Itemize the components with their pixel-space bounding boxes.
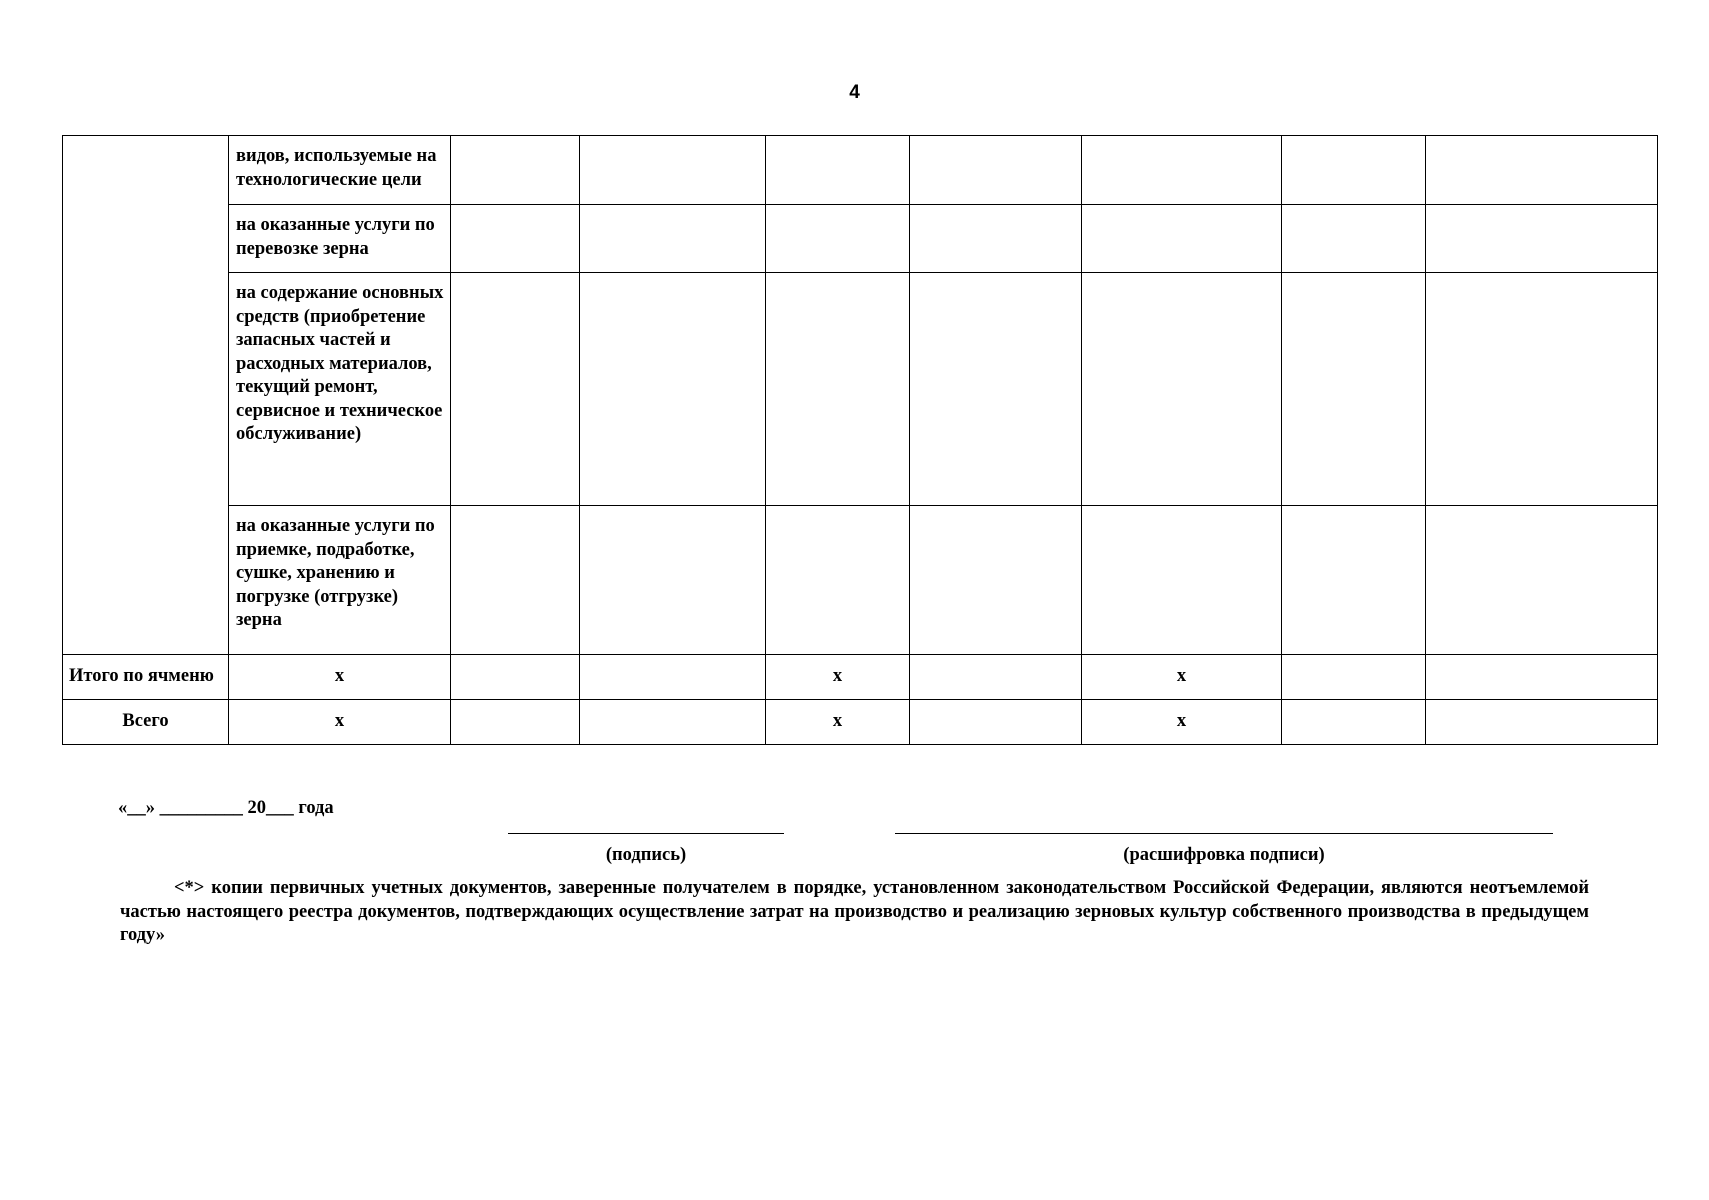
table-cell[interactable] — [766, 136, 910, 205]
row-label: видов, используемые на технологические цели — [229, 136, 451, 205]
table-cell[interactable] — [451, 273, 580, 506]
row-label: на оказанные услуги по перевозке зерна — [229, 205, 451, 273]
table-cell[interactable] — [910, 136, 1082, 205]
table-cell[interactable] — [1426, 136, 1658, 205]
x-mark: x — [1082, 700, 1282, 745]
table-cell[interactable] — [1282, 273, 1426, 506]
table-row — [63, 506, 1658, 655]
table-row — [63, 273, 1658, 506]
page-number: 4 — [849, 82, 860, 103]
total-label: Всего — [63, 700, 229, 745]
table-cell[interactable] — [910, 506, 1082, 655]
x-mark: x — [1082, 655, 1282, 700]
table-cell[interactable] — [910, 273, 1082, 506]
x-mark: x — [229, 655, 451, 700]
table-cell[interactable] — [451, 506, 580, 655]
expense-register-table — [62, 135, 1658, 745]
table-cell[interactable] — [580, 136, 766, 205]
table-cell[interactable] — [910, 700, 1082, 745]
table-cell[interactable] — [1082, 273, 1282, 506]
table-cell[interactable] — [580, 700, 766, 745]
footnote: <*> копии первичных учетных документов, заверенные получателем в порядке, установленном законодательством Российской Федерации, являются неотъемлемой частью настоящего реестра документов, подтверждающих осуществление затрат на производство и реализацию зерновых культур собственного производства в предыдущем году» — [120, 878, 1589, 945]
table-cell[interactable] — [1282, 655, 1426, 700]
table-cell[interactable] — [1082, 506, 1282, 655]
table-cell[interactable] — [766, 506, 910, 655]
total-label: Итого по ячменю — [63, 655, 229, 700]
table-cell[interactable] — [910, 655, 1082, 700]
table-cell[interactable] — [1282, 506, 1426, 655]
table-cell[interactable] — [451, 700, 580, 745]
table-cell[interactable] — [580, 506, 766, 655]
table-cell[interactable] — [910, 205, 1082, 273]
signature-caption: (подпись) — [605, 845, 687, 865]
table-row — [63, 205, 1658, 273]
table-cell[interactable] — [1282, 136, 1426, 205]
table-cell[interactable] — [1282, 205, 1426, 273]
table-cell[interactable] — [580, 205, 766, 273]
table-cell[interactable] — [1426, 273, 1658, 506]
decoding-caption: (расшифровка подписи) — [1123, 845, 1325, 865]
table-cell[interactable] — [451, 205, 580, 273]
table-cell[interactable] — [1426, 506, 1658, 655]
table-cell[interactable] — [451, 136, 580, 205]
total-row-all — [63, 700, 1658, 745]
decoding-line — [895, 833, 1553, 834]
row-label: на оказанные услуги по приемке, подработке, сушке, хранению и погрузке (отгрузке) зерна — [229, 506, 451, 655]
table-cell[interactable] — [1426, 205, 1658, 273]
x-mark: x — [766, 700, 910, 745]
table-cell[interactable] — [1082, 136, 1282, 205]
x-mark: x — [766, 655, 910, 700]
table-cell[interactable] — [1082, 205, 1282, 273]
table-cell[interactable] — [580, 273, 766, 506]
table-cell[interactable] — [1426, 700, 1658, 745]
table-cell[interactable] — [766, 273, 910, 506]
total-row-barley — [63, 655, 1658, 700]
crop-cell — [63, 136, 229, 655]
date-line: «__» _________ 20___ года — [118, 798, 334, 818]
table-cell[interactable] — [1282, 700, 1426, 745]
table-cell[interactable] — [451, 655, 580, 700]
row-label: на содержание основных средств (приобретение запасных частей и расходных материалов, текущий ремонт, сервисное и техническое обслуживание) — [229, 273, 451, 506]
table-row — [63, 136, 1658, 205]
table-cell[interactable] — [1426, 655, 1658, 700]
table-cell[interactable] — [580, 655, 766, 700]
table-cell[interactable] — [766, 205, 910, 273]
signature-line — [508, 833, 784, 834]
x-mark: x — [229, 700, 451, 745]
